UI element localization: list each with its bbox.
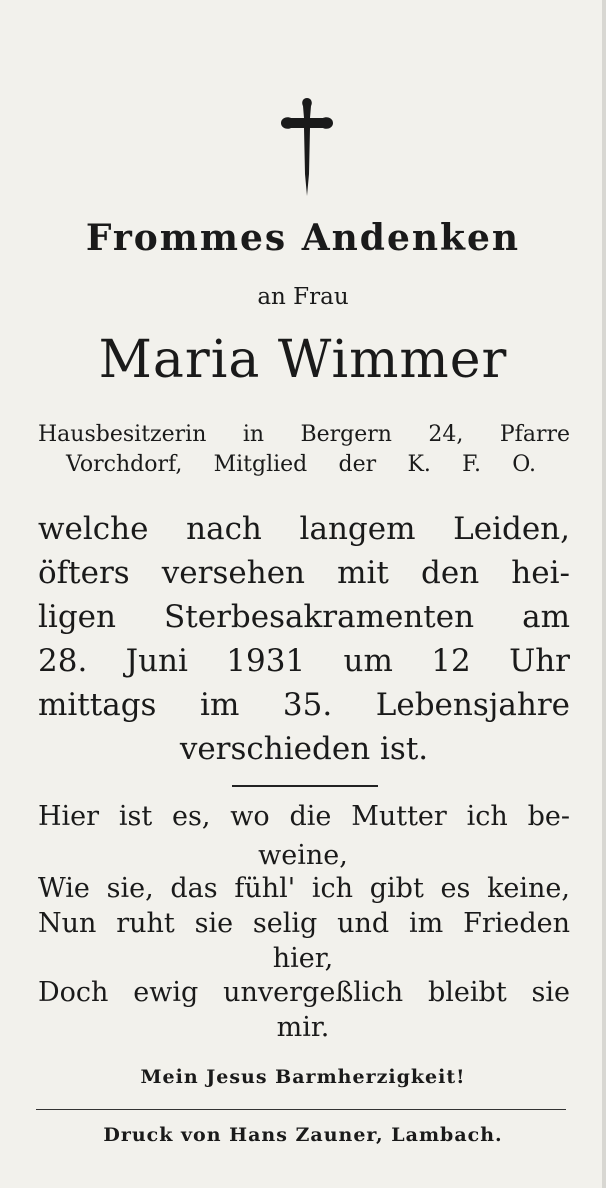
poem-line: hier,: [272, 943, 334, 974]
divider: [232, 785, 378, 787]
poem-line: Nun ruht sie selig und im Frieden: [38, 908, 570, 939]
body-line: 28. Juni 1931 um 12 Uhr: [38, 643, 570, 679]
divider: [36, 1109, 566, 1110]
poem-line: mir.: [276, 1012, 330, 1043]
description-line: Vorchdorf, Mitglied der K. F. O.: [66, 452, 536, 477]
body-line: ligen Sterbesakramenten am: [38, 599, 570, 635]
printer-credit: Druck von Hans Zauner, Lambach.: [103, 1124, 503, 1146]
deceased-name: Maria Wimmer: [98, 330, 508, 390]
poem-line: Wie sie, das fühl' ich gibt es keine,: [38, 873, 570, 904]
body-line: mittags im 35. Lebensjahre: [38, 687, 570, 723]
body-line: verschieden ist.: [179, 731, 429, 767]
description-line: Hausbesitzerin in Bergern 24, Pfarre: [38, 422, 570, 447]
salutation: an Frau: [257, 284, 349, 310]
body-line: öfters versehen mit den hei-: [38, 555, 570, 591]
body-line: welche nach langem Leiden,: [38, 511, 570, 547]
card-heading: Frommes Andenken: [85, 217, 521, 259]
prayer-line: Mein Jesus Barmherzigkeit!: [140, 1066, 466, 1088]
poem-line: Doch ewig unvergeßlich bleibt sie: [38, 977, 570, 1008]
cross-icon: [277, 96, 337, 200]
poem-line: weine,: [258, 840, 348, 871]
poem-line: Hier ist es, wo die Mutter ich be-: [38, 801, 570, 832]
